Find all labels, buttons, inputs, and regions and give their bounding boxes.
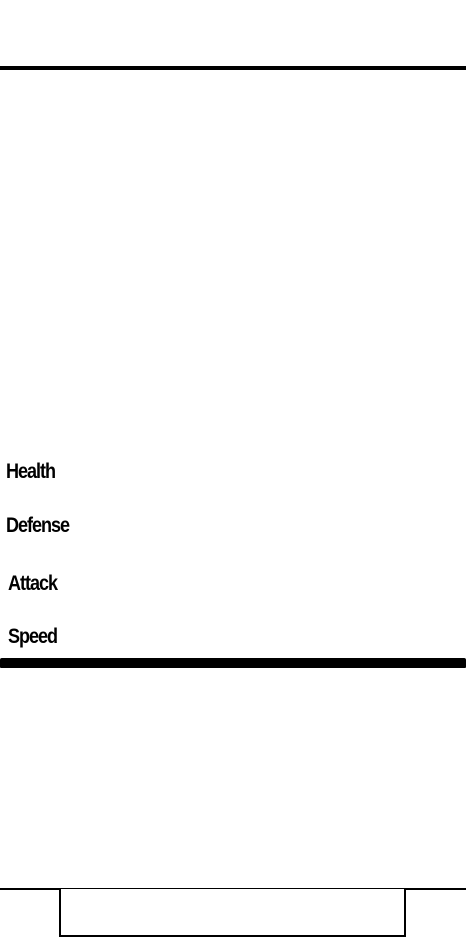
stats-divider: [0, 658, 466, 668]
stat-label-defense: Defense: [6, 514, 70, 537]
stat-label-attack: Attack: [8, 572, 58, 595]
stat-label-health: Health: [6, 460, 56, 483]
bottom-action-box[interactable]: [59, 889, 406, 937]
stat-label-speed: Speed: [8, 625, 58, 648]
character-portrait-area: [0, 70, 466, 450]
